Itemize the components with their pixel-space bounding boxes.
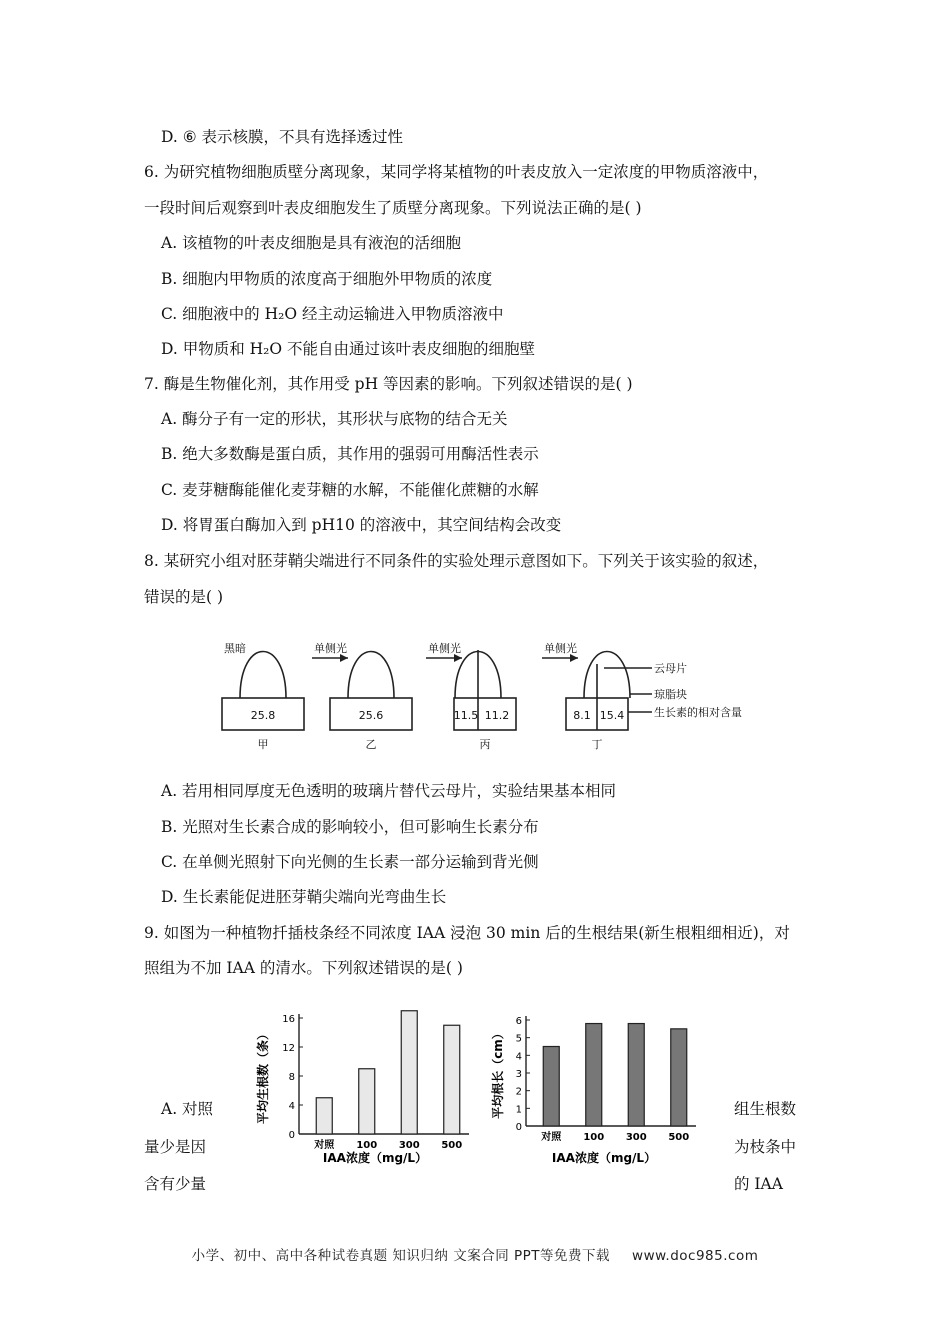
root-length-bar: [671, 1029, 687, 1126]
q9-stem-line2: 照组为不加 IAA 的清水。下列叙述错误的是( ): [144, 959, 463, 977]
footer-text: 小学、初中、高中各种试卷真题 知识归纳 文案合同 PPT等免费下载: [191, 1248, 611, 1264]
q7-option-d: D. 将胃蛋白酶加入到 pH10 的溶液中，其空间结构会改变: [161, 516, 562, 534]
root-number-ylabel: 平均生根数（条）: [256, 1027, 270, 1125]
q9-option-a-left-2: 量少是因: [144, 1138, 207, 1156]
root-number-ytick-label: 8: [288, 1072, 295, 1083]
root-length-xtick-label: 500: [668, 1132, 690, 1143]
panel-ding-name: 丁: [591, 738, 603, 751]
q8-option-a: A. 若用相同厚度无色透明的玻璃片替代云母片，实验结果基本相同: [161, 782, 617, 800]
root-number-xtick-label: 对照: [314, 1140, 335, 1151]
panel-bing-value-right: 11.2: [484, 709, 510, 722]
root-length-xtick-label: 100: [583, 1132, 605, 1143]
root-number-xlabel: IAA浓度（mg/L）: [322, 1151, 428, 1165]
panel-jia-tip: [240, 652, 286, 699]
q6-option-c: C. 细胞液中的 H₂O 经主动运输进入甲物质溶液中: [161, 305, 504, 323]
q8-option-c: C. 在单侧光照射下向光侧的生长素一部分运输到背光侧: [161, 853, 539, 871]
q7-option-c: C. 麦芽糖酶能催化麦芽糖的水解，不能催化蔗糖的水解: [161, 481, 539, 499]
root-number-xtick-label: 500: [441, 1140, 463, 1151]
q8-option-d: D. 生长素能促进胚芽鞘尖端向光弯曲生长: [161, 888, 447, 906]
root-length-bar: [543, 1047, 559, 1127]
panel-jia-value: 25.8: [250, 709, 276, 722]
label-auxin-content: 生长素的相对含量: [654, 706, 742, 719]
root-number-ytick-label: 12: [282, 1043, 295, 1054]
panel-ding-value-right: 15.4: [599, 709, 625, 722]
panel-yi-condition: 单侧光: [314, 642, 347, 655]
root-number-xtick-label: 300: [398, 1140, 420, 1151]
panel-yi-tip: [348, 652, 394, 699]
panel-jia-name: 甲: [257, 738, 269, 751]
root-length-xlabel: IAA浓度（mg/L）: [551, 1151, 657, 1165]
q9-option-a-right-2: 为枝条中: [734, 1138, 797, 1156]
panel-ding-tip: [584, 652, 630, 699]
q9-stem-line1: 9. 如图为一种植物扦插枝条经不同浓度 IAA 浸泡 30 min 后的生根结果(新生根粗细相近)，对: [144, 924, 790, 942]
footer-url: www.doc985.com: [632, 1248, 759, 1264]
q8-stem-line2: 错误的是( ): [144, 588, 224, 606]
panel-ding-value-left: 8.1: [573, 709, 591, 722]
root-length-xtick-label: 300: [625, 1132, 647, 1143]
q9-option-a-left-1: A. 对照: [161, 1100, 214, 1118]
root-number-ytick-label: 16: [282, 1014, 295, 1025]
label-agar: 琼脂块: [654, 688, 687, 701]
q6-option-b: B. 细胞内甲物质的浓度高于细胞外甲物质的浓度: [161, 270, 493, 288]
q7-option-a: A. 酶分子有一定的形状，其形状与底物的结合无关: [161, 410, 508, 428]
root-length-ylabel: 平均根长（cm）: [491, 1027, 505, 1119]
q9-option-a-right-3: 的 IAA: [734, 1175, 783, 1193]
panel-yi-name: 乙: [365, 738, 377, 751]
root-length-ytick-label: 4: [515, 1051, 522, 1063]
panel-bing-value-left: 11.5: [453, 709, 479, 722]
q6-stem-line2: 一段时间后观察到叶表皮细胞发生了质壁分离现象。下列说法正确的是( ): [144, 199, 642, 217]
root-length-bar: [628, 1024, 644, 1126]
root-number-xtick-label: 100: [356, 1140, 378, 1151]
root-length-ytick-label: 5: [515, 1033, 522, 1045]
root-number-chart: [255, 1008, 473, 1176]
root-number-bar: [316, 1098, 332, 1134]
root-length-ytick-label: 2: [515, 1086, 522, 1098]
root-length-ytick-label: 6: [515, 1016, 522, 1027]
q6-option-d: D. 甲物质和 H₂O 不能自由通过该叶表皮细胞的细胞壁: [161, 340, 536, 358]
root-number-bar: [359, 1069, 375, 1134]
root-number-bar: [401, 1011, 417, 1134]
panel-bing-condition: 单侧光: [428, 642, 461, 655]
q7-stem: 7. 酶是生物催化剂，其作用受 pH 等因素的影响。下列叙述错误的是( ): [144, 375, 633, 393]
root-number-ytick-label: 0: [288, 1130, 295, 1141]
root-length-xtick-label: 对照: [541, 1132, 562, 1143]
panel-jia-condition: 黑暗: [224, 642, 246, 655]
q6-stem-line1: 6. 为研究植物细胞质壁分离现象，某同学将某植物的叶表皮放入一定浓度的甲物质溶液中，: [144, 163, 769, 181]
page-footer: [0, 1244, 950, 1264]
root-number-ytick-label: 4: [288, 1101, 295, 1112]
q5-option-d: D. ⑥ 表示核膜，不具有选择透过性: [161, 128, 404, 146]
root-number-bar: [444, 1025, 460, 1134]
panel-bing-name: 丙: [479, 738, 491, 751]
panel-yi-value: 25.6: [358, 709, 384, 722]
panel-ding-condition: 单侧光: [544, 642, 577, 655]
q8-option-b: B. 光照对生长素合成的影响较小，但可影响生长素分布: [161, 818, 539, 836]
q8-stem-line1: 8. 某研究小组对胚芽鞘尖端进行不同条件的实验处理示意图如下。下列关于该实验的叙述，: [144, 552, 769, 570]
root-length-ytick-label: 3: [515, 1069, 522, 1080]
root-length-ytick-label: 1: [515, 1104, 522, 1116]
q7-option-b: B. 绝大多数酶是蛋白质，其作用的强弱可用酶活性表示: [161, 445, 539, 463]
q6-option-a: A. 该植物的叶表皮细胞是具有液泡的活细胞: [161, 234, 462, 252]
root-length-chart: [490, 1008, 700, 1176]
q9-option-a-right-1: 组生根数: [734, 1100, 797, 1118]
root-length-ytick-label: 0: [515, 1122, 522, 1133]
coleoptile-experiment-figure: [200, 634, 760, 754]
root-length-bar: [586, 1024, 602, 1126]
label-mica: 云母片: [654, 662, 687, 675]
q9-option-a-left-3: 含有少量: [144, 1175, 207, 1193]
